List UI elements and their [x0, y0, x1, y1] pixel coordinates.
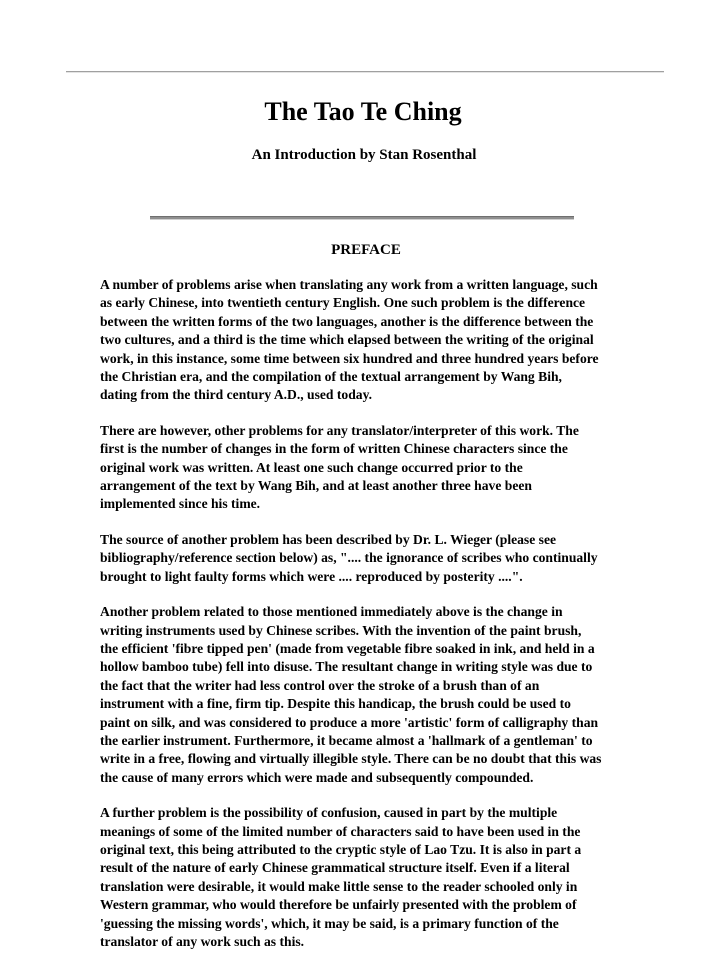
text-line: meanings of some of the limited number of characters said to have been used in the	[100, 823, 581, 839]
text-line: original work was written. At least one such change occurred prior to the	[100, 459, 523, 475]
text-line: as early Chinese, into twentieth century English. One such problem is the difference	[100, 295, 586, 311]
text-line: Another problem related to those mentioned immediately above is the change in	[100, 604, 563, 620]
top-horizontal-rule	[66, 71, 664, 73]
text-line: result of the nature of early Chinese grammatical structure itself. Even if a literal	[100, 860, 570, 876]
text-line: hollow bamboo tube) fell into disuse. The resultant change in writing style was due to	[100, 659, 593, 675]
text-line: A number of problems arise when translating any work from a written language, such	[100, 277, 598, 292]
text-line: instrument with a fine, firm tip. Despite this handicap, the brush could be used to	[100, 696, 571, 712]
paragraph-1	[100, 276, 632, 405]
paragraph-3	[100, 531, 632, 586]
text-line: implemented since his time.	[100, 496, 261, 512]
document-subtitle: An Introduction by Stan Rosenthal	[251, 147, 477, 163]
text-line: the cause of many errors which were made and subsequently compounded.	[100, 769, 534, 785]
text-line: The source of another problem has been described by Dr. L. Wieger (please see	[100, 531, 557, 547]
paragraph-5	[100, 804, 632, 951]
text-line: brought to light faulty forms which were .... reproduced by posterity ....".	[100, 568, 523, 584]
text-line: two cultures, and a third is the time which elapsed between the writing of the original	[100, 332, 594, 348]
preface-heading: PREFACE	[331, 242, 401, 258]
preface-body	[100, 276, 632, 968]
text-line: the fact that the writer had less control over the stroke of a brush than of an	[100, 677, 540, 693]
text-line: bibliography/reference section below) as, ".... the ignorance of scribes who continually	[100, 550, 598, 566]
paragraph-2	[100, 422, 632, 514]
section-divider-rule	[150, 216, 574, 220]
text-line: A further problem is the possibility of confusion, caused in part by the multiple	[100, 805, 558, 821]
text-line: dating from the third century A.D., used today.	[100, 387, 373, 403]
text-line: arrangement of the text by Wang Bih, and at least another three have been	[100, 478, 532, 494]
text-line: the earlier instrument. Furthermore, it became almost a 'hallmark of a gentleman' to	[100, 732, 593, 748]
text-line: translator of any work such as this.	[100, 934, 305, 949]
paragraph-4	[100, 603, 632, 787]
text-line: the Christian era, and the compilation of the textual arrangement by Wang Bih,	[100, 369, 562, 385]
text-line: There are however, other problems for any translator/interpreter of this work. The	[100, 422, 579, 438]
text-line: translation were desirable, it would make little sense to the reader schooled only in	[100, 878, 578, 894]
text-line: the efficient 'fibre tipped pen' (made from vegetable fibre soaked in ink, and held in a	[100, 640, 595, 656]
text-line: work, in this instance, some time between six hundred and three hundred years before	[100, 350, 599, 366]
text-line: between the written forms of the two languages, another is the difference between the	[100, 313, 594, 329]
text-line: 'guessing the missing words', which, it may be said, is a primary function of the	[100, 915, 559, 931]
document-title	[0, 95, 728, 129]
document-title-text: The Tao Te Ching	[264, 97, 462, 126]
text-line: paint on silk, and was considered to produce a more 'artistic' form of calligraphy than	[100, 714, 599, 730]
text-line: original text, this being attributed to the cryptic style of Lao Tzu. It is also in part a	[100, 841, 582, 857]
text-line: writing instruments used by Chinese scribes. With the invention of the paint brush,	[100, 622, 582, 638]
text-line: write in a free, flowing and virtually illegible style. There can be no doubt that this was	[100, 751, 602, 767]
text-line: first is the number of changes in the form of written Chinese characters since the	[100, 441, 568, 457]
text-line: Western grammar, who would therefore be unfairly presented with the problem of	[100, 897, 577, 913]
